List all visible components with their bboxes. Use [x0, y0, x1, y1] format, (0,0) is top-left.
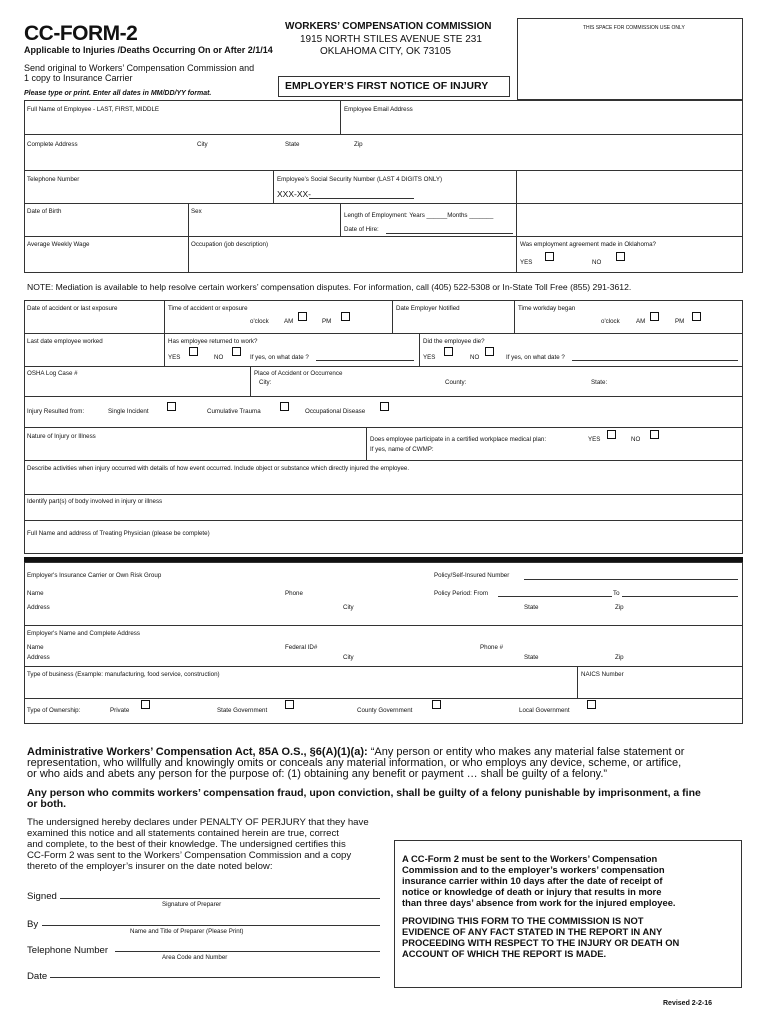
- am-label: AM: [284, 318, 294, 325]
- returned-date-input[interactable]: [316, 360, 414, 361]
- died-no-label: NO: [470, 354, 480, 361]
- notice-para2-line3: PROCEEDING WITH RESPECT TO THE INJURY OR DEATH ON: [402, 937, 680, 948]
- cwmp-yes-label: YES: [588, 436, 601, 443]
- ssn-label: Employee’s Social Security Number (LAST 4 DIGITS ONLY): [277, 176, 443, 183]
- single-incident-label: Single Incident: [108, 408, 149, 415]
- dob-label: Date of Birth: [27, 208, 62, 215]
- insurer-city-label: City: [343, 604, 354, 611]
- workday-am-checkbox[interactable]: [650, 312, 659, 321]
- avg-wage-label: Average Weekly Wage: [27, 241, 90, 248]
- perjury-line-5: thereto of the employer’s insurer on the date noted below:: [27, 861, 273, 872]
- nature-label: Nature of Injury or Illness: [27, 433, 96, 440]
- ssn-input[interactable]: [309, 198, 414, 199]
- notice-para1-line2: Commission and to the employer’s workers’ compensation: [402, 864, 665, 875]
- address-label: Complete Address: [27, 141, 78, 148]
- single-incident-checkbox[interactable]: [167, 402, 176, 411]
- county-gov-label: County Government: [357, 707, 413, 714]
- insurer-name-label: Name: [27, 590, 44, 597]
- local-gov-checkbox[interactable]: [587, 700, 596, 709]
- notice-para1-line1: A CC-Form 2 must be sent to the Workers’ Compensation: [402, 853, 658, 864]
- pm-label: PM: [322, 318, 332, 325]
- commission-use-label: THIS SPACE FOR COMMISSION USE ONLY: [583, 25, 685, 31]
- form-id: CC-FORM-2: [24, 22, 138, 45]
- insurer-zip-label: Zip: [615, 604, 624, 611]
- ssn-prefix: XXX-XX-: [277, 189, 312, 199]
- signed-label: Signed: [27, 891, 57, 902]
- cumulative-checkbox[interactable]: [280, 402, 289, 411]
- commission-address-2: OKLAHOMA CITY, OK 73105: [320, 46, 451, 57]
- insurer-address-label: Address: [27, 604, 50, 611]
- commission-name: WORKERS’ COMPENSATION COMMISSION: [285, 21, 492, 32]
- employer-phone-label: Phone #: [480, 644, 504, 651]
- please-type-note: Please type or print. Enter all dates in MM/DD/YY format.: [24, 90, 212, 97]
- employer-name-address-label: Employer's Name and Complete Address: [27, 630, 140, 637]
- injury-resulted-label: Injury Resulted from:: [27, 408, 85, 415]
- policy-number-input[interactable]: [524, 579, 738, 580]
- occupational-checkbox[interactable]: [380, 402, 389, 411]
- act-line-3: or who aids and abets any person for the purpose of: (1) obtaining any benefit or payment … shall be guilty of a felony.”: [27, 768, 608, 780]
- state-gov-checkbox[interactable]: [285, 700, 294, 709]
- send-instruction-2: 1 copy to Insurance Carrier: [24, 73, 133, 83]
- died-date-label: If yes, on what date ?: [506, 354, 565, 361]
- city-label: City: [197, 141, 208, 148]
- act-citation: Administrative Workers’ Compensation Act, 85A O.S., §6(A)(1)(a):: [27, 746, 368, 758]
- time-accident-label: Time of accident or exposure: [168, 305, 248, 312]
- agreement-yes-label: YES: [520, 259, 533, 266]
- applicability-note: Applicable to Injuries /Deaths Occurring On or After 2/1/14: [24, 45, 273, 55]
- act-quote-start: “Any person or entity who makes any material false statement or: [370, 746, 685, 758]
- form-title: EMPLOYER’S FIRST NOTICE OF INJURY: [285, 80, 489, 92]
- time-workday-label: Time workday began: [518, 305, 576, 312]
- osha-label: OSHA Log Case #: [27, 370, 78, 377]
- name-title-label: Name and Title of Preparer (Please Print): [130, 928, 244, 935]
- policy-number-label: Policy/Self-Insured Number: [434, 572, 510, 579]
- email-label: Employee Email Address: [344, 106, 413, 113]
- place-label: Place of Accident or Occurrence: [254, 370, 343, 377]
- workday-pm-checkbox[interactable]: [692, 312, 701, 321]
- perjury-line-1: The undersigned hereby declares under PENALTY OF PERJURY that they have: [27, 817, 369, 828]
- died-label: Did the employee die?: [423, 338, 485, 345]
- telephone-label: Telephone Number: [27, 176, 80, 183]
- preparer-name-input[interactable]: [42, 925, 380, 926]
- agreement-no-label: NO: [592, 259, 602, 266]
- workday-pm-label: PM: [675, 318, 685, 325]
- sex-label: Sex: [191, 208, 202, 215]
- date-accident-label: Date of accident or last exposure: [27, 305, 118, 312]
- telephone-number-label: Telephone Number: [27, 945, 109, 956]
- place-city-label: City:: [259, 379, 272, 386]
- occupation-label: Occupation (job description): [191, 241, 269, 248]
- workday-oclock-label: o'clock: [601, 318, 620, 325]
- returned-yes-label: YES: [168, 354, 181, 361]
- place-county-label: County:: [445, 379, 467, 386]
- died-date-input[interactable]: [572, 360, 738, 361]
- employer-address-label: Address: [27, 654, 50, 661]
- by-label: By: [27, 919, 39, 930]
- employer-city-label: City: [343, 654, 354, 661]
- cwmp-no-label: NO: [631, 436, 641, 443]
- policy-period-label: Policy Period: From: [434, 590, 488, 597]
- zip-label: Zip: [354, 141, 363, 148]
- insurer-state-label: State: [524, 604, 539, 611]
- died-no-checkbox[interactable]: [485, 347, 494, 356]
- policy-to-label: To: [613, 590, 620, 597]
- cumulative-label: Cumulative Trauma: [207, 408, 261, 415]
- notice-para1-line4: notice or knowledge of death or injury that results in more: [402, 886, 662, 897]
- policy-to-input[interactable]: [622, 596, 738, 597]
- federal-id-label: Federal ID#: [285, 644, 318, 651]
- notice-para1-line5: than three days’ absence from work for the injured employee.: [402, 897, 676, 908]
- commission-address-1: 1915 NORTH STILES AVENUE STE 231: [300, 34, 482, 45]
- local-gov-label: Local Government: [519, 707, 570, 714]
- signature-preparer-label: Signature of Preparer: [162, 901, 222, 908]
- notice-para2-line1: PROVIDING THIS FORM TO THE COMMISSION IS NOT: [402, 915, 644, 926]
- area-code-label: Area Code and Number: [162, 954, 228, 961]
- perjury-line-4: CC-Form 2 was sent to the Workers’ Compensation Commission and a copy: [27, 850, 352, 861]
- agreement-no-checkbox[interactable]: [616, 252, 625, 261]
- died-yes-label: YES: [423, 354, 436, 361]
- returned-no-label: NO: [214, 354, 224, 361]
- occupational-label: Occupational Disease: [305, 408, 366, 415]
- last-date-worked-label: Last date employee worked: [27, 338, 103, 345]
- business-type-label: Type of business (Example: manufacturing, food service, construction): [27, 671, 220, 678]
- cwmp-no-checkbox[interactable]: [650, 430, 659, 439]
- perjury-line-2: examined this notice and all statements contained herein are true, correct: [27, 828, 339, 839]
- send-instruction-1: Send original to Workers’ Compensation Commission and: [24, 63, 255, 73]
- cwmp-label: Does employee participate in a certified workplace medical plan:: [370, 436, 547, 443]
- notice-para1-line3: insurance carrier within 10 days after the date of receipt of: [402, 875, 663, 886]
- returned-date-label: If yes, on what date ?: [250, 354, 309, 361]
- returned-yes-checkbox[interactable]: [189, 347, 198, 356]
- returned-no-checkbox[interactable]: [232, 347, 241, 356]
- notice-para2-line4: ACCOUNT OF WHICH THE REPORT IS MADE.: [402, 948, 607, 959]
- cwmp-yes-checkbox[interactable]: [607, 430, 616, 439]
- workday-am-label: AM: [636, 318, 646, 325]
- mediation-note: NOTE: Mediation is available to help resolve certain workers’ compensation disputes. For information, call (405) 522-5308 or In-State Toll Free (855) 291-3612.: [27, 282, 632, 292]
- private-label: Private: [110, 707, 130, 714]
- body-parts-label: Identify part(s) of body involved in injury or illness: [27, 498, 163, 505]
- length-employment-label: Length of Employment: Years ______Months _______: [344, 212, 494, 219]
- returned-label: Has employee returned to work?: [168, 338, 258, 345]
- revised-date: Revised 2-2-16: [663, 1000, 713, 1007]
- state-gov-label: State Government: [217, 707, 268, 714]
- county-gov-checkbox[interactable]: [432, 700, 441, 709]
- oclock-label: o'clock: [250, 318, 269, 325]
- date-label: Date: [27, 971, 48, 982]
- ownership-label: Type of Ownership:: [27, 707, 81, 714]
- insurer-phone-label: Phone: [285, 590, 303, 597]
- private-checkbox[interactable]: [141, 700, 150, 709]
- date-input[interactable]: [50, 977, 380, 978]
- insurer-employer-section: [24, 562, 743, 724]
- date-notified-label: Date Employer Notified: [396, 305, 460, 312]
- fraud-line-2: or both.: [27, 798, 67, 810]
- notice-para2-line2: EVIDENCE OF ANY FACT STATED IN THE REPORT IN ANY: [402, 926, 663, 937]
- date-hire-input[interactable]: [386, 233, 513, 234]
- fraud-line-1: Any person who commits workers’ compensation fraud, upon conviction, shall be guilty of a felony punishable by imprisonment, a fine: [27, 787, 701, 799]
- date-hire-label: Date of Hire:: [344, 226, 379, 233]
- accident-am-checkbox[interactable]: [298, 312, 307, 321]
- full-name-label: Full Name of Employee - LAST, FIRST, MIDDLE: [27, 106, 160, 113]
- physician-label: Full Name and address of Treating Physician (please be complete): [27, 530, 210, 537]
- agreement-yes-checkbox[interactable]: [545, 252, 554, 261]
- policy-from-input[interactable]: [498, 596, 612, 597]
- died-yes-checkbox[interactable]: [444, 347, 453, 356]
- state-label: State: [285, 141, 300, 148]
- accident-pm-checkbox[interactable]: [341, 312, 350, 321]
- naics-label: NAICS Number: [581, 671, 624, 678]
- place-state-label: State:: [591, 379, 608, 386]
- employer-name-label: Name: [27, 644, 44, 651]
- employer-state-label: State: [524, 654, 539, 661]
- carrier-label: Employer's Insurance Carrier or Own Risk Group: [27, 572, 162, 579]
- describe-label: Describe activities when injury occurred with details of how event occurred. Include object or substance which directly injured the employee.: [27, 465, 410, 472]
- preparer-phone-input[interactable]: [115, 951, 380, 952]
- act-line-2: representation, who willfully and knowingly omits or conceals any material information, or who employs any device, scheme, or artifice,: [27, 757, 682, 769]
- employer-zip-label: Zip: [615, 654, 624, 661]
- agreement-label: Was employment agreement made in Oklahoma?: [520, 241, 656, 248]
- cwmp-name-label: If yes, name of CWMP:: [370, 446, 434, 453]
- signature-input[interactable]: [60, 898, 380, 899]
- perjury-line-3: and complete, to the best of their knowledge. The undersigned certifies this: [27, 839, 346, 850]
